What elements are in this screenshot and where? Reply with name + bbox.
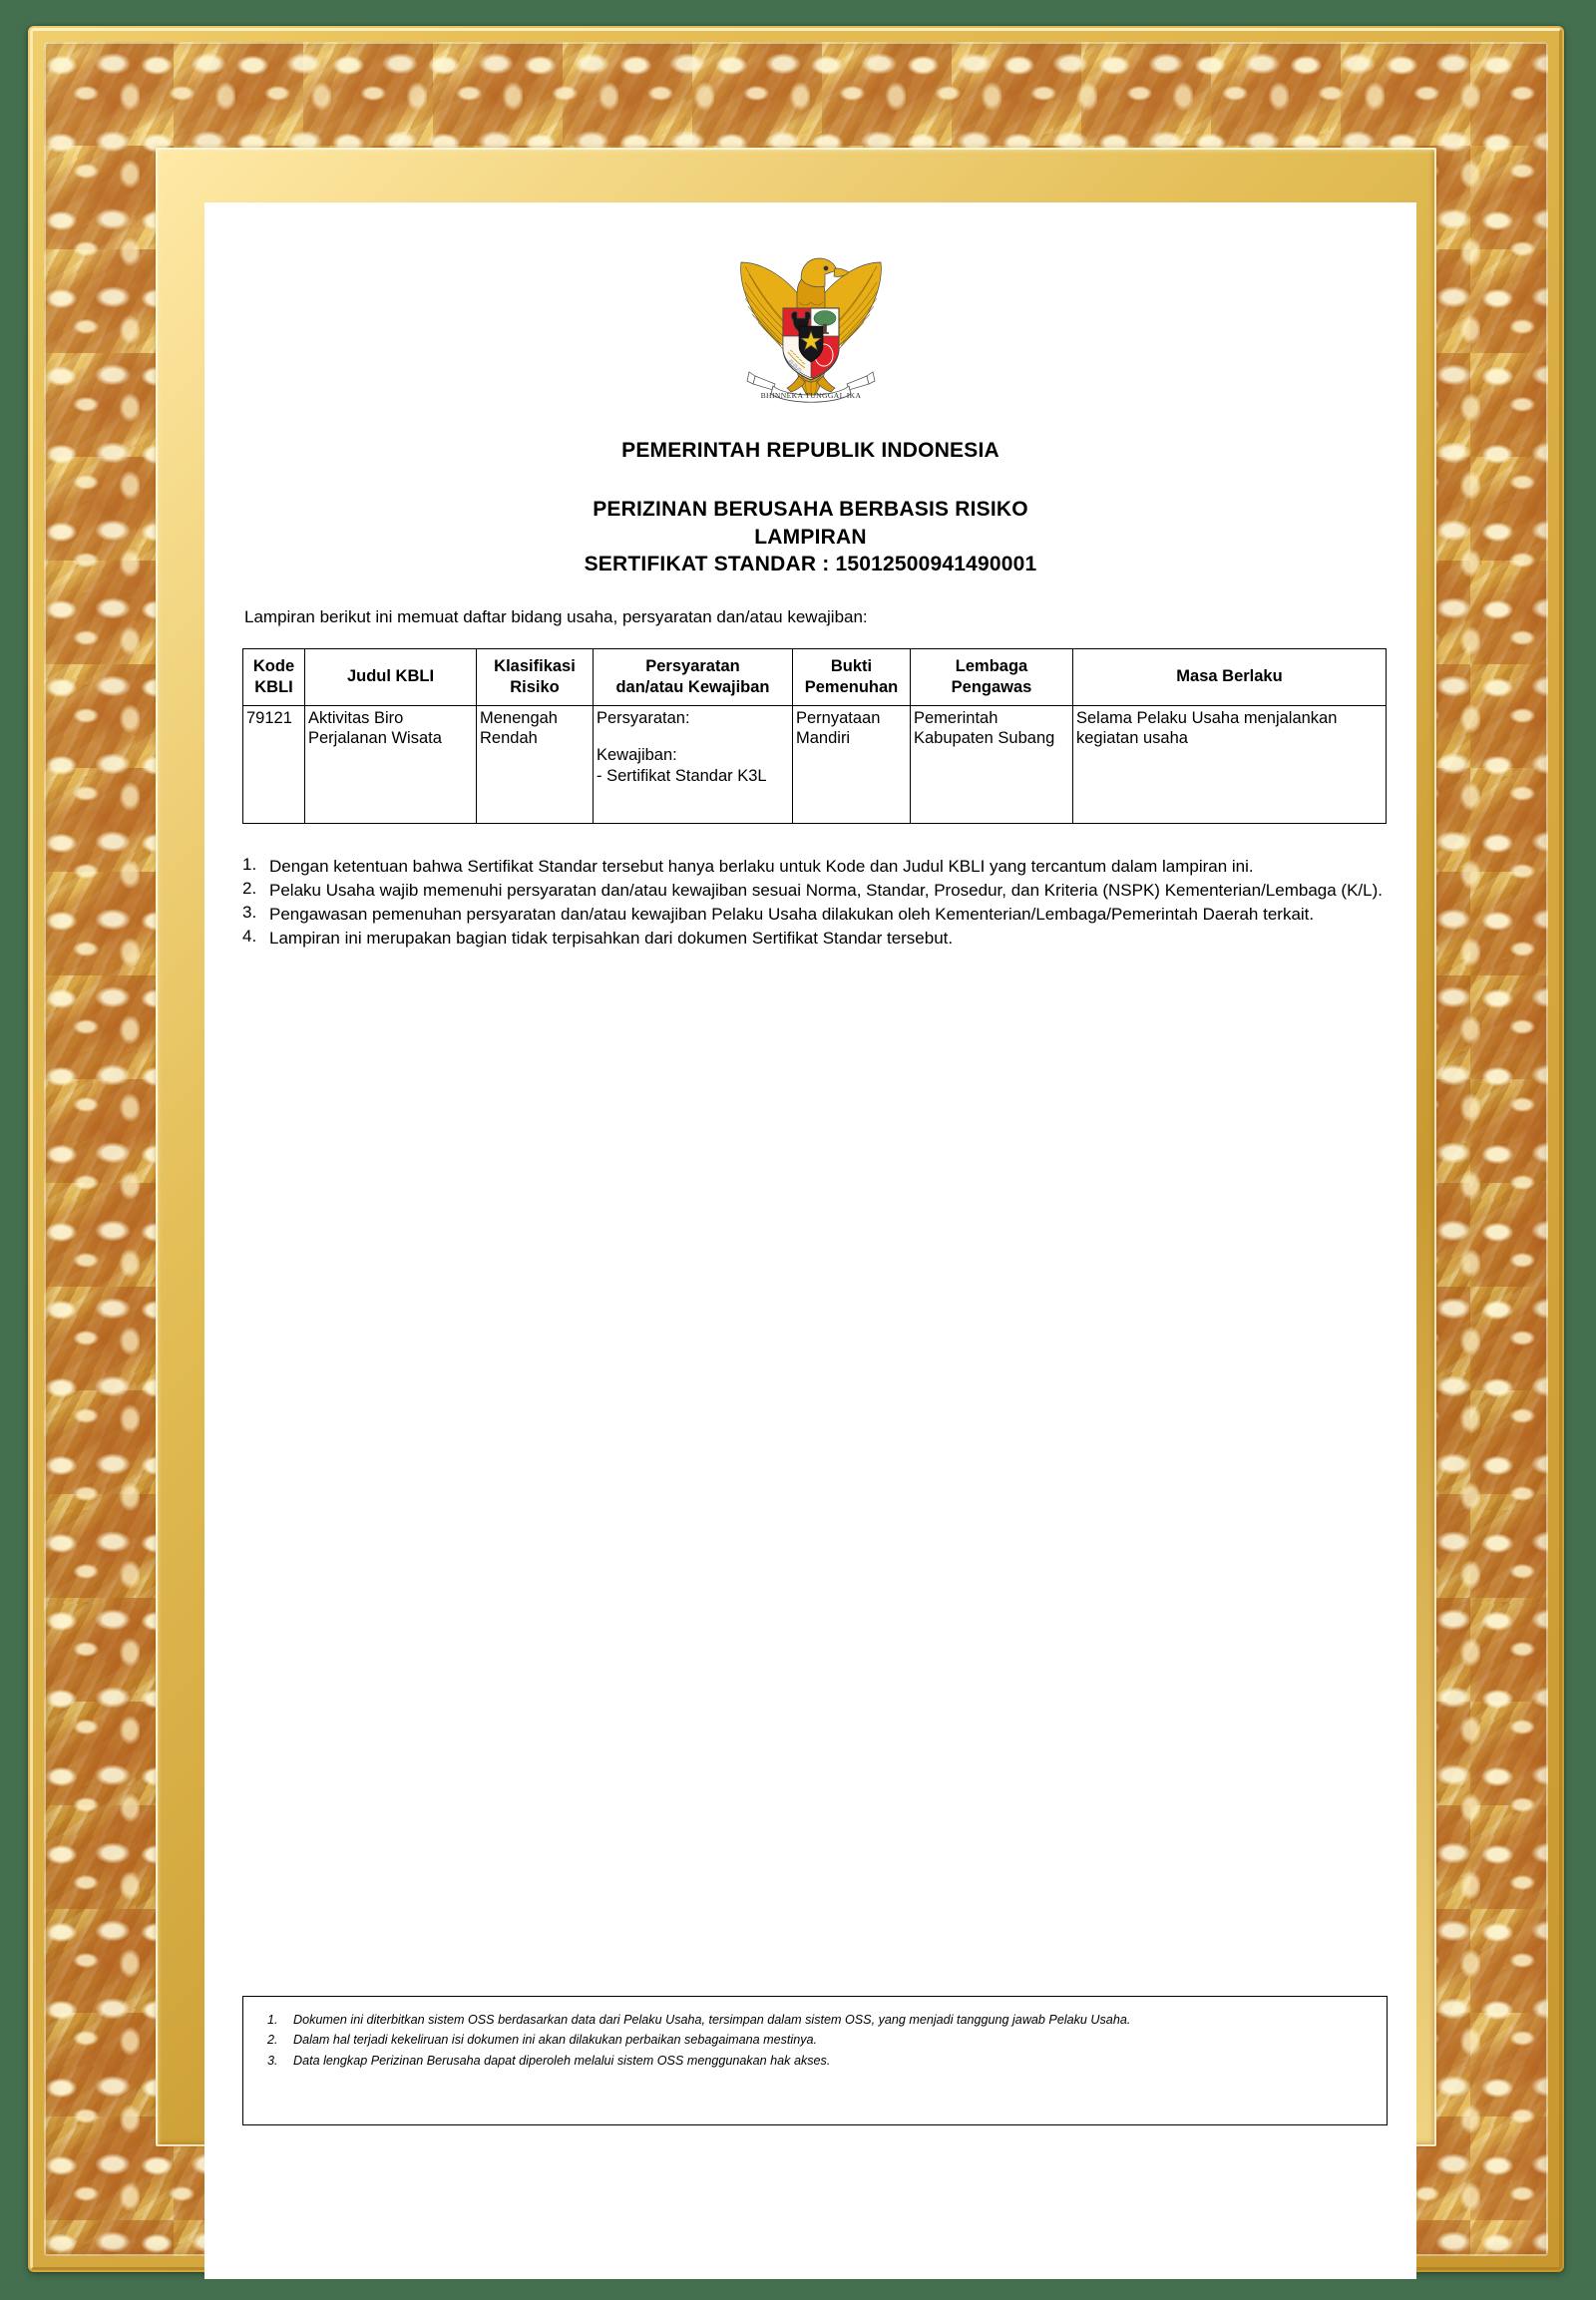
list-item (259, 2030, 1371, 2050)
list-item (242, 927, 1388, 950)
list-item (242, 903, 1388, 926)
title-line-lampiran: LAMPIRAN (754, 525, 867, 549)
cell-lembaga-pengawas: Pemerintah Kabupaten Subang (911, 705, 1073, 823)
title-line-sertifikat-standar: SERTIFIKAT STANDAR : 15012500941490001 (584, 553, 1037, 576)
note-text: Lampiran ini merupakan bagian tidak terpisahkan dari dokumen Sertifikat Standar tersebut. (269, 929, 954, 949)
footer-note-number: 3. (267, 2053, 278, 2068)
footer-note-text: Data lengkap Perizinan Berusaha dapat diperoleh melalui sistem OSS menggunakan hak akses. (293, 2053, 831, 2068)
note-text: Pengawasan pemenuhan persyaratan dan/atau kewajiban Pelaku Usaha dilakukan oleh Kementerian/Lembaga/Pemerintah Daerah terkait. (269, 905, 1315, 925)
certificate-title-block (204, 496, 1416, 578)
th-lembaga-pengawas: Lembaga Pengawas (911, 649, 1073, 706)
th-masa-berlaku: Masa Berlaku (1073, 649, 1387, 706)
footer-note-text: Dalam hal terjadi kekeliruan isi dokumen ini akan dilakukan perbaikan sebagaimana mestinya. (293, 2033, 818, 2048)
cell-klasifikasi-risiko: Menengah Rendah (477, 705, 594, 823)
list-item (259, 2010, 1371, 2030)
list-item (242, 855, 1388, 878)
cell-judul-kbli: Aktivitas Biro Perjalanan Wisata (305, 705, 477, 823)
svg-text:BHINNEKA TUNGGAL IKA: BHINNEKA TUNGGAL IKA (760, 391, 861, 400)
table-row (243, 705, 1387, 823)
th-klasifikasi-risiko: Klasifikasi Risiko (477, 649, 594, 706)
note-number: 3. (242, 903, 257, 923)
title-line-perizinan: PERIZINAN BERUSAHA BERBASIS RISIKO (593, 498, 1028, 521)
note-text: Dengan ketentuan bahwa Sertifikat Standar tersebut hanya berlaku untuk Kode dan Judul KBLI yang tercantum dalam lampiran ini. (269, 857, 1254, 876)
garuda-pancasila-emblem (725, 248, 897, 406)
footer-note-text: Dokumen ini diterbitkan sistem OSS berdasarkan data dari Pelaku Usaha, tersimpan dalam sistem OSS, yang menjadi tanggung jawab Pelaku Usaha. (293, 2013, 1131, 2027)
footer-disclaimer-box (242, 1996, 1388, 2125)
emblem-container (204, 248, 1416, 406)
note-text: Pelaku Usaha wajib memenuhi persyaratan dan/atau kewajiban sesuai Norma, Standar, Prosedur, dan Kriteria (NSPK) Kementerian/Lembaga (K/L). (269, 881, 1383, 901)
persyaratan-label: Persyaratan: (597, 708, 690, 727)
note-number: 4. (242, 927, 257, 947)
certificate-document-page (204, 202, 1416, 2279)
th-bukti-pemenuhan: Bukti Pemenuhan (793, 649, 911, 706)
note-number: 2. (242, 879, 257, 899)
page-title-republic: PEMERINTAH REPUBLIK INDONESIA (621, 439, 999, 462)
list-item (242, 879, 1388, 902)
cell-bukti-pemenuhan: Pernyataan Mandiri (793, 705, 911, 823)
list-item (259, 2051, 1371, 2071)
footer-note-number: 2. (267, 2033, 278, 2048)
cell-persyaratan-kewajiban (594, 705, 793, 823)
table-header-row (243, 649, 1387, 706)
note-number: 1. (242, 855, 257, 874)
cell-masa-berlaku: Selama Pelaku Usaha menjalankan kegiatan usaha (1073, 705, 1387, 823)
th-persyaratan-kewajiban: Persyaratan dan/atau Kewajiban (594, 649, 793, 706)
notes-list (242, 855, 1388, 951)
footer-note-number: 1. (267, 2013, 278, 2027)
intro-paragraph: Lampiran berikut ini memuat daftar bidang usaha, persyaratan dan/atau kewajiban: (244, 607, 868, 626)
kewajiban-item: - Sertifikat Standar K3L (597, 767, 767, 786)
th-kode-kbli: Kode KBLI (243, 649, 305, 706)
th-judul-kbli: Judul KBLI (305, 649, 477, 706)
cell-kode-kbli: 79121 (243, 705, 305, 823)
kewajiban-label: Kewajiban: (597, 746, 677, 765)
kbli-requirements-table (242, 648, 1387, 824)
